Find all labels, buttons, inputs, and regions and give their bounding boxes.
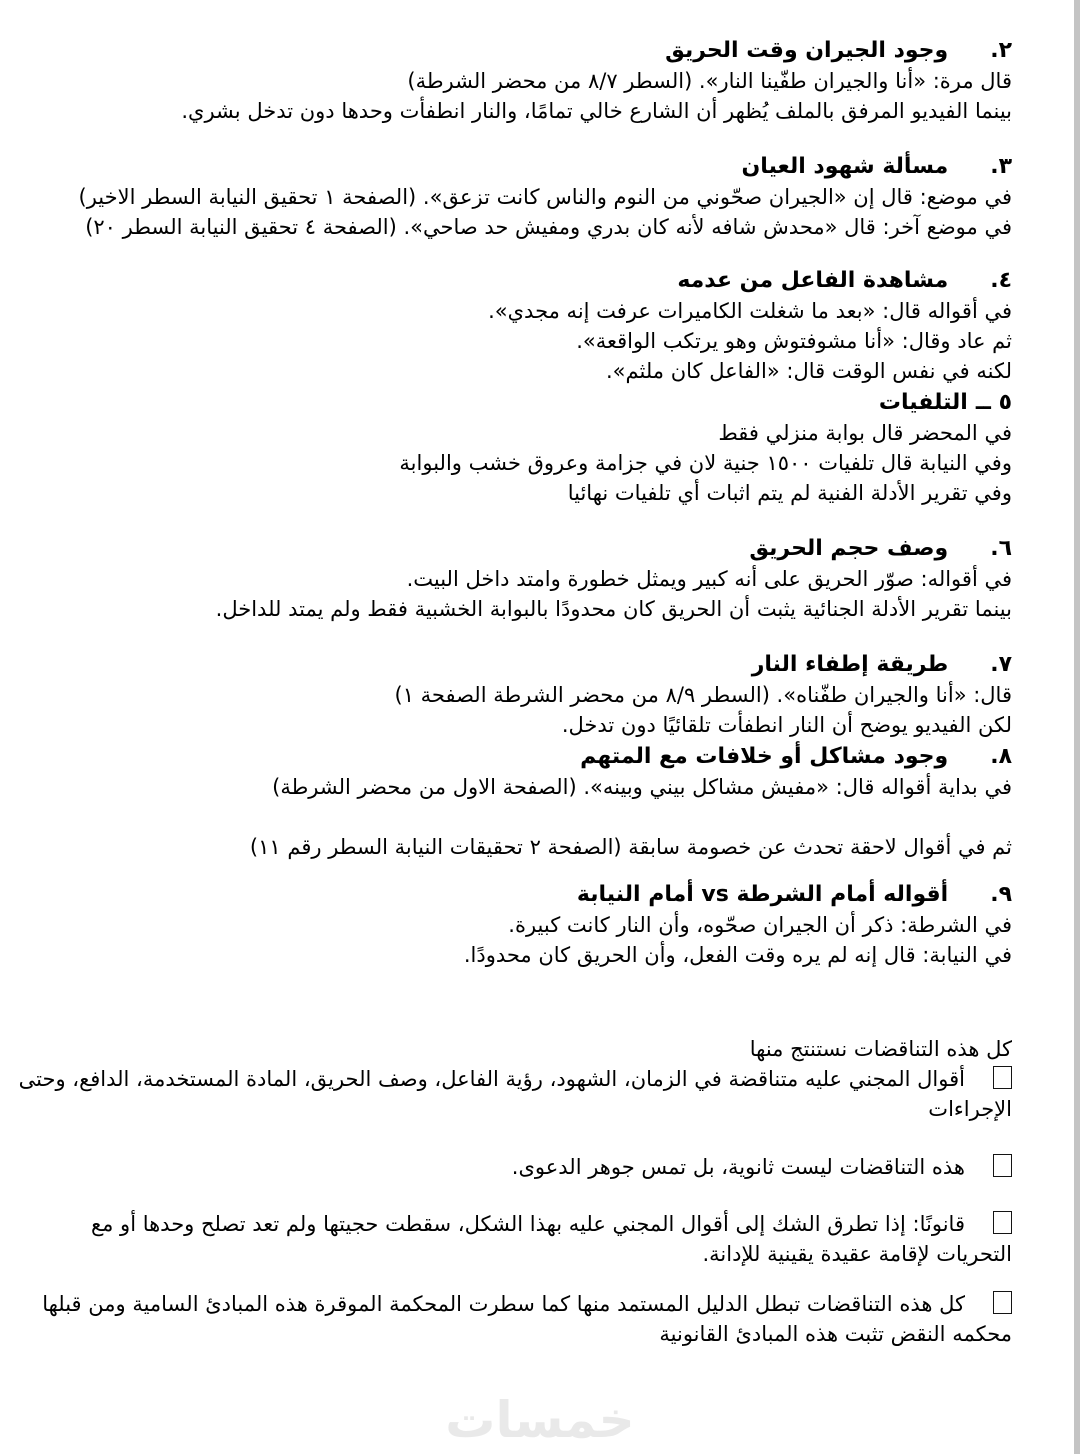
section-title: التلفيات: [878, 390, 968, 415]
conclusion-bullet-text: أقوال المجني عليه متناقضة في الزمان، الشهود، رؤية الفاعل، وصف الحريق، المادة المستخدمة، الدافع، وحتى الإجراءات: [18, 1067, 1012, 1121]
section-number: ٤.: [990, 268, 1012, 293]
section-number: ٦.: [990, 536, 1012, 561]
section-number: ٧.: [990, 652, 1012, 677]
section-heading: [18, 650, 1012, 680]
section-title: وصف حجم الحريق: [749, 536, 949, 561]
section-line: لكنه في نفس الوقت قال: «الفاعل كان ملثم».: [605, 359, 1012, 383]
section-line: في أقواله: صوّر الحريق على أنه كبير ويمثل خطورة وامتد داخل البيت.: [406, 567, 1012, 591]
contradiction-section: [18, 152, 1012, 242]
section-line: في المحضر قال بوابة منزلي فقط: [718, 421, 1012, 445]
conclusion-bullet: [18, 1289, 1012, 1349]
section-title: وجود الجيران وقت الحريق: [665, 38, 949, 63]
section-title: طريقة إطفاء النار: [751, 652, 949, 677]
conclusion-block: [18, 1034, 1012, 1349]
section-title: وجود مشاكل أو خلافات مع المتهم: [580, 744, 949, 769]
section-number: ٥ ــ: [975, 390, 1012, 415]
checkbox-glyph-icon: [993, 1154, 1012, 1177]
section-line: في الشرطة: ذكر أن الجيران صحّوه، وأن النار كانت كبيرة.: [508, 913, 1012, 937]
contradiction-section: [18, 388, 1012, 508]
conclusion-bullet-text: قانونًا: إذا تطرق الشك إلى أقوال المجني عليه بهذا الشكل، سقطت حجيتها ولم تعد تصلح وحدها أو مع التحريات لإقامة عقيدة يقينية للإدانة.: [90, 1212, 1012, 1266]
section-title: مسألة شهود العيان: [741, 154, 949, 179]
section-number: ٩.: [990, 882, 1012, 907]
section-number: ٨.: [990, 744, 1012, 769]
section-line: في موضع: قال إن «الجيران صحّوني من النوم والناس كانت تزعق». (الصفحة ١ تحقيق النيابة السطر الاخير): [78, 185, 1012, 209]
section-heading: [18, 152, 1012, 182]
contradiction-section: [18, 36, 1012, 126]
section-heading: [18, 880, 1012, 910]
contradiction-section: [18, 266, 1012, 386]
section-heading: [18, 742, 1012, 772]
section-heading: [18, 534, 1012, 564]
checkbox-glyph-icon: [993, 1211, 1012, 1234]
checkbox-glyph-icon: [993, 1066, 1012, 1089]
section-heading: [18, 388, 1012, 418]
contradiction-section: [18, 880, 1012, 970]
section-line: وفي تقرير الأدلة الفنية لم يتم اثبات أي تلفيات نهائيا: [567, 481, 1012, 505]
watermark-khamsat-logo: خمسات: [445, 1391, 635, 1449]
section-number: ٣.: [990, 154, 1012, 179]
section-number: ٢.: [990, 38, 1012, 63]
section-title: مشاهدة الفاعل من عدمه: [677, 268, 949, 293]
section-title: أقواله أمام الشرطة vs أمام النيابة: [576, 882, 949, 907]
section-line: بينما الفيديو المرفق بالملف يُظهر أن الشارع خالي تمامًا، والنار انطفأت وحدها دون تدخل بشري.: [181, 99, 1012, 123]
section-line: [18, 802, 1012, 832]
page-edge-strip: [1074, 0, 1080, 1454]
conclusion-bullet: [18, 1152, 1012, 1182]
section-line: في موضع آخر: قال «محدش شافه لأنه كان بدري ومفيش حد صاحي». (الصفحة ٤ تحقيق النيابة السطر ٢٠): [85, 215, 1012, 239]
section-line: ثم عاد وقال: «أنا مشوفتوش وهو يرتكب الواقعة».: [576, 329, 1012, 353]
contradiction-section: [18, 650, 1012, 740]
conclusion-bullet: [18, 1064, 1012, 1124]
conclusion-bullet-text: كل هذه التناقضات تبطل الدليل المستمد منها كما سطرت المحكمة الموقرة هذه المبادئ السامية ومن قبلها محكمه النقض تثبت هذه المبادئ القانونية: [42, 1292, 1012, 1346]
section-line: قال مرة: «أنا والجيران طفّينا النار». (السطر ٨/٧ من محضر الشرطة): [407, 69, 1012, 93]
section-line: قال: «أنا والجيران طفّناه». (السطر ٨/٩ من محضر الشرطة الصفحة ١): [394, 683, 1012, 707]
contradiction-section: [18, 534, 1012, 624]
contradiction-section: [18, 742, 1012, 862]
section-line: في بداية أقواله قال: «مفيش مشاكل بيني وبينه». (الصفحة الاول من محضر الشرطة): [272, 775, 1012, 799]
conclusion-bullet-text: هذه التناقضات ليست ثانوية، بل تمس جوهر الدعوى.: [511, 1155, 965, 1179]
checkbox-glyph-icon: [993, 1291, 1012, 1314]
section-line: في أقواله قال: «بعد ما شغلت الكاميرات عرفت إنه مجدي».: [488, 299, 1012, 323]
conclusion-bullet: [18, 1209, 1012, 1269]
section-line: في النيابة: قال إنه لم يره وقت الفعل، وأن الحريق كان محدودًا.: [463, 943, 1012, 967]
section-heading: [18, 36, 1012, 66]
section-line: بينما تقرير الأدلة الجنائية يثبت أن الحريق كان محدودًا بالبوابة الخشبية فقط ولم يمتد للداخل.: [215, 597, 1012, 621]
conclusion-intro: كل هذه التناقضات نستنتج منها: [749, 1037, 1012, 1061]
section-line: لكن الفيديو يوضح أن النار انطفأت تلقائيًا دون تدخل.: [561, 713, 1012, 737]
section-line: وفي النيابة قال تلفيات ١٥٠٠ جنية لان في جزامة وعروق خشب والبوابة: [399, 451, 1012, 475]
section-heading: [18, 266, 1012, 296]
section-line: ثم في أقوال لاحقة تحدث عن خصومة سابقة (الصفحة ٢ تحقيقات النيابة السطر رقم ١١): [249, 835, 1012, 859]
